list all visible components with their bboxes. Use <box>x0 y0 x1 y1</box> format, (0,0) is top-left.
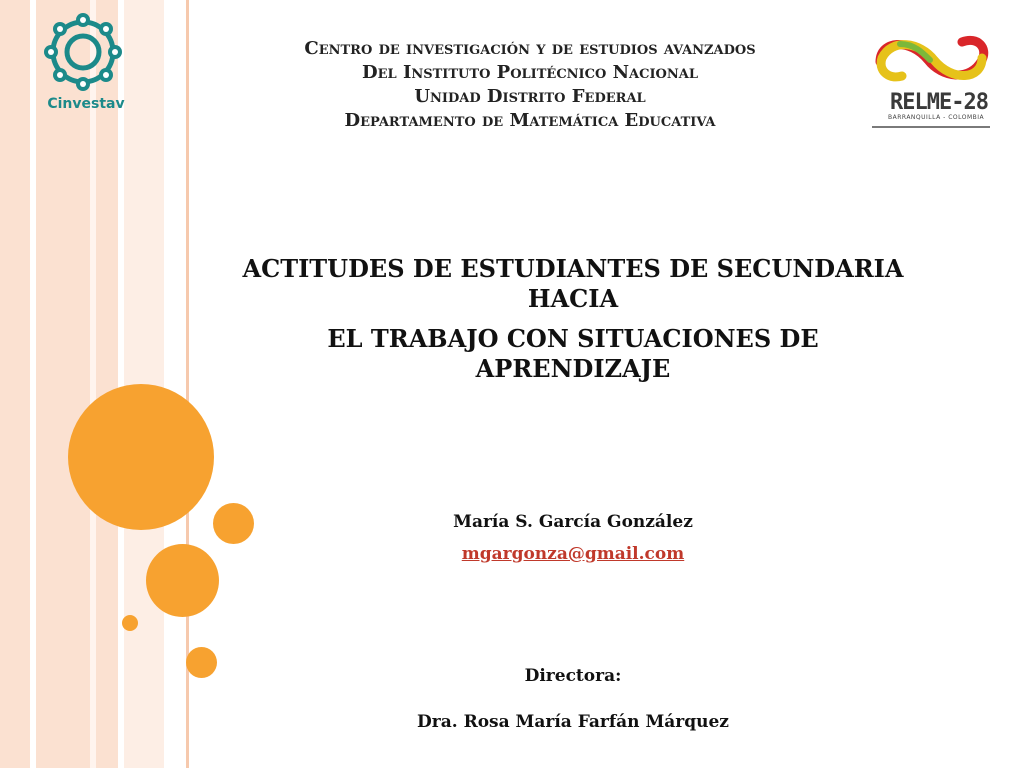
title-part-1: ACTITUDES DE ESTUDIANTES DE SECUNDARIA HACIA <box>242 254 904 313</box>
header-line: Departamento de Matemática Educativa <box>344 110 716 131</box>
decor-circle-large <box>68 384 214 530</box>
decor-stripe <box>36 0 90 768</box>
relme-title: RELME-28 <box>890 90 988 115</box>
decor-stripe <box>0 0 30 768</box>
author-email-link[interactable]: mgargonza@gmail.com <box>461 544 685 564</box>
relme-logo <box>870 30 992 132</box>
institution-header <box>230 37 830 133</box>
decor-stripe <box>96 0 118 768</box>
presentation-title <box>230 254 916 394</box>
author-name: María S. García González <box>453 512 693 532</box>
relme-subtitle: BARRANQUILLA - COLOMBIA <box>888 114 985 121</box>
header-line: Del Instituto Politécnico Nacional <box>362 62 698 83</box>
cinvestav-label: Cinvestav <box>47 96 125 112</box>
infinity-icon <box>870 30 992 90</box>
decor-circle-medium <box>146 544 219 617</box>
author-email <box>330 544 816 564</box>
header-line: Unidad Distrito Federal <box>414 86 646 107</box>
relme-underline <box>872 126 990 128</box>
decor-circle-small <box>186 647 217 678</box>
header-line: Centro de investigación y de estudios avanzados <box>304 38 756 59</box>
cinvestav-logo <box>36 12 130 112</box>
title-part-2: EL TRABAJO CON SITUACIONES DE APRENDIZAJE <box>327 324 819 383</box>
decor-circle-tiny <box>122 615 138 631</box>
director-label: Directora: <box>524 666 622 686</box>
director-name: Dra. Rosa María Farfán Márquez <box>417 712 729 732</box>
cinvestav-emblem-icon <box>43 12 123 92</box>
decor-circle-small <box>213 503 254 544</box>
